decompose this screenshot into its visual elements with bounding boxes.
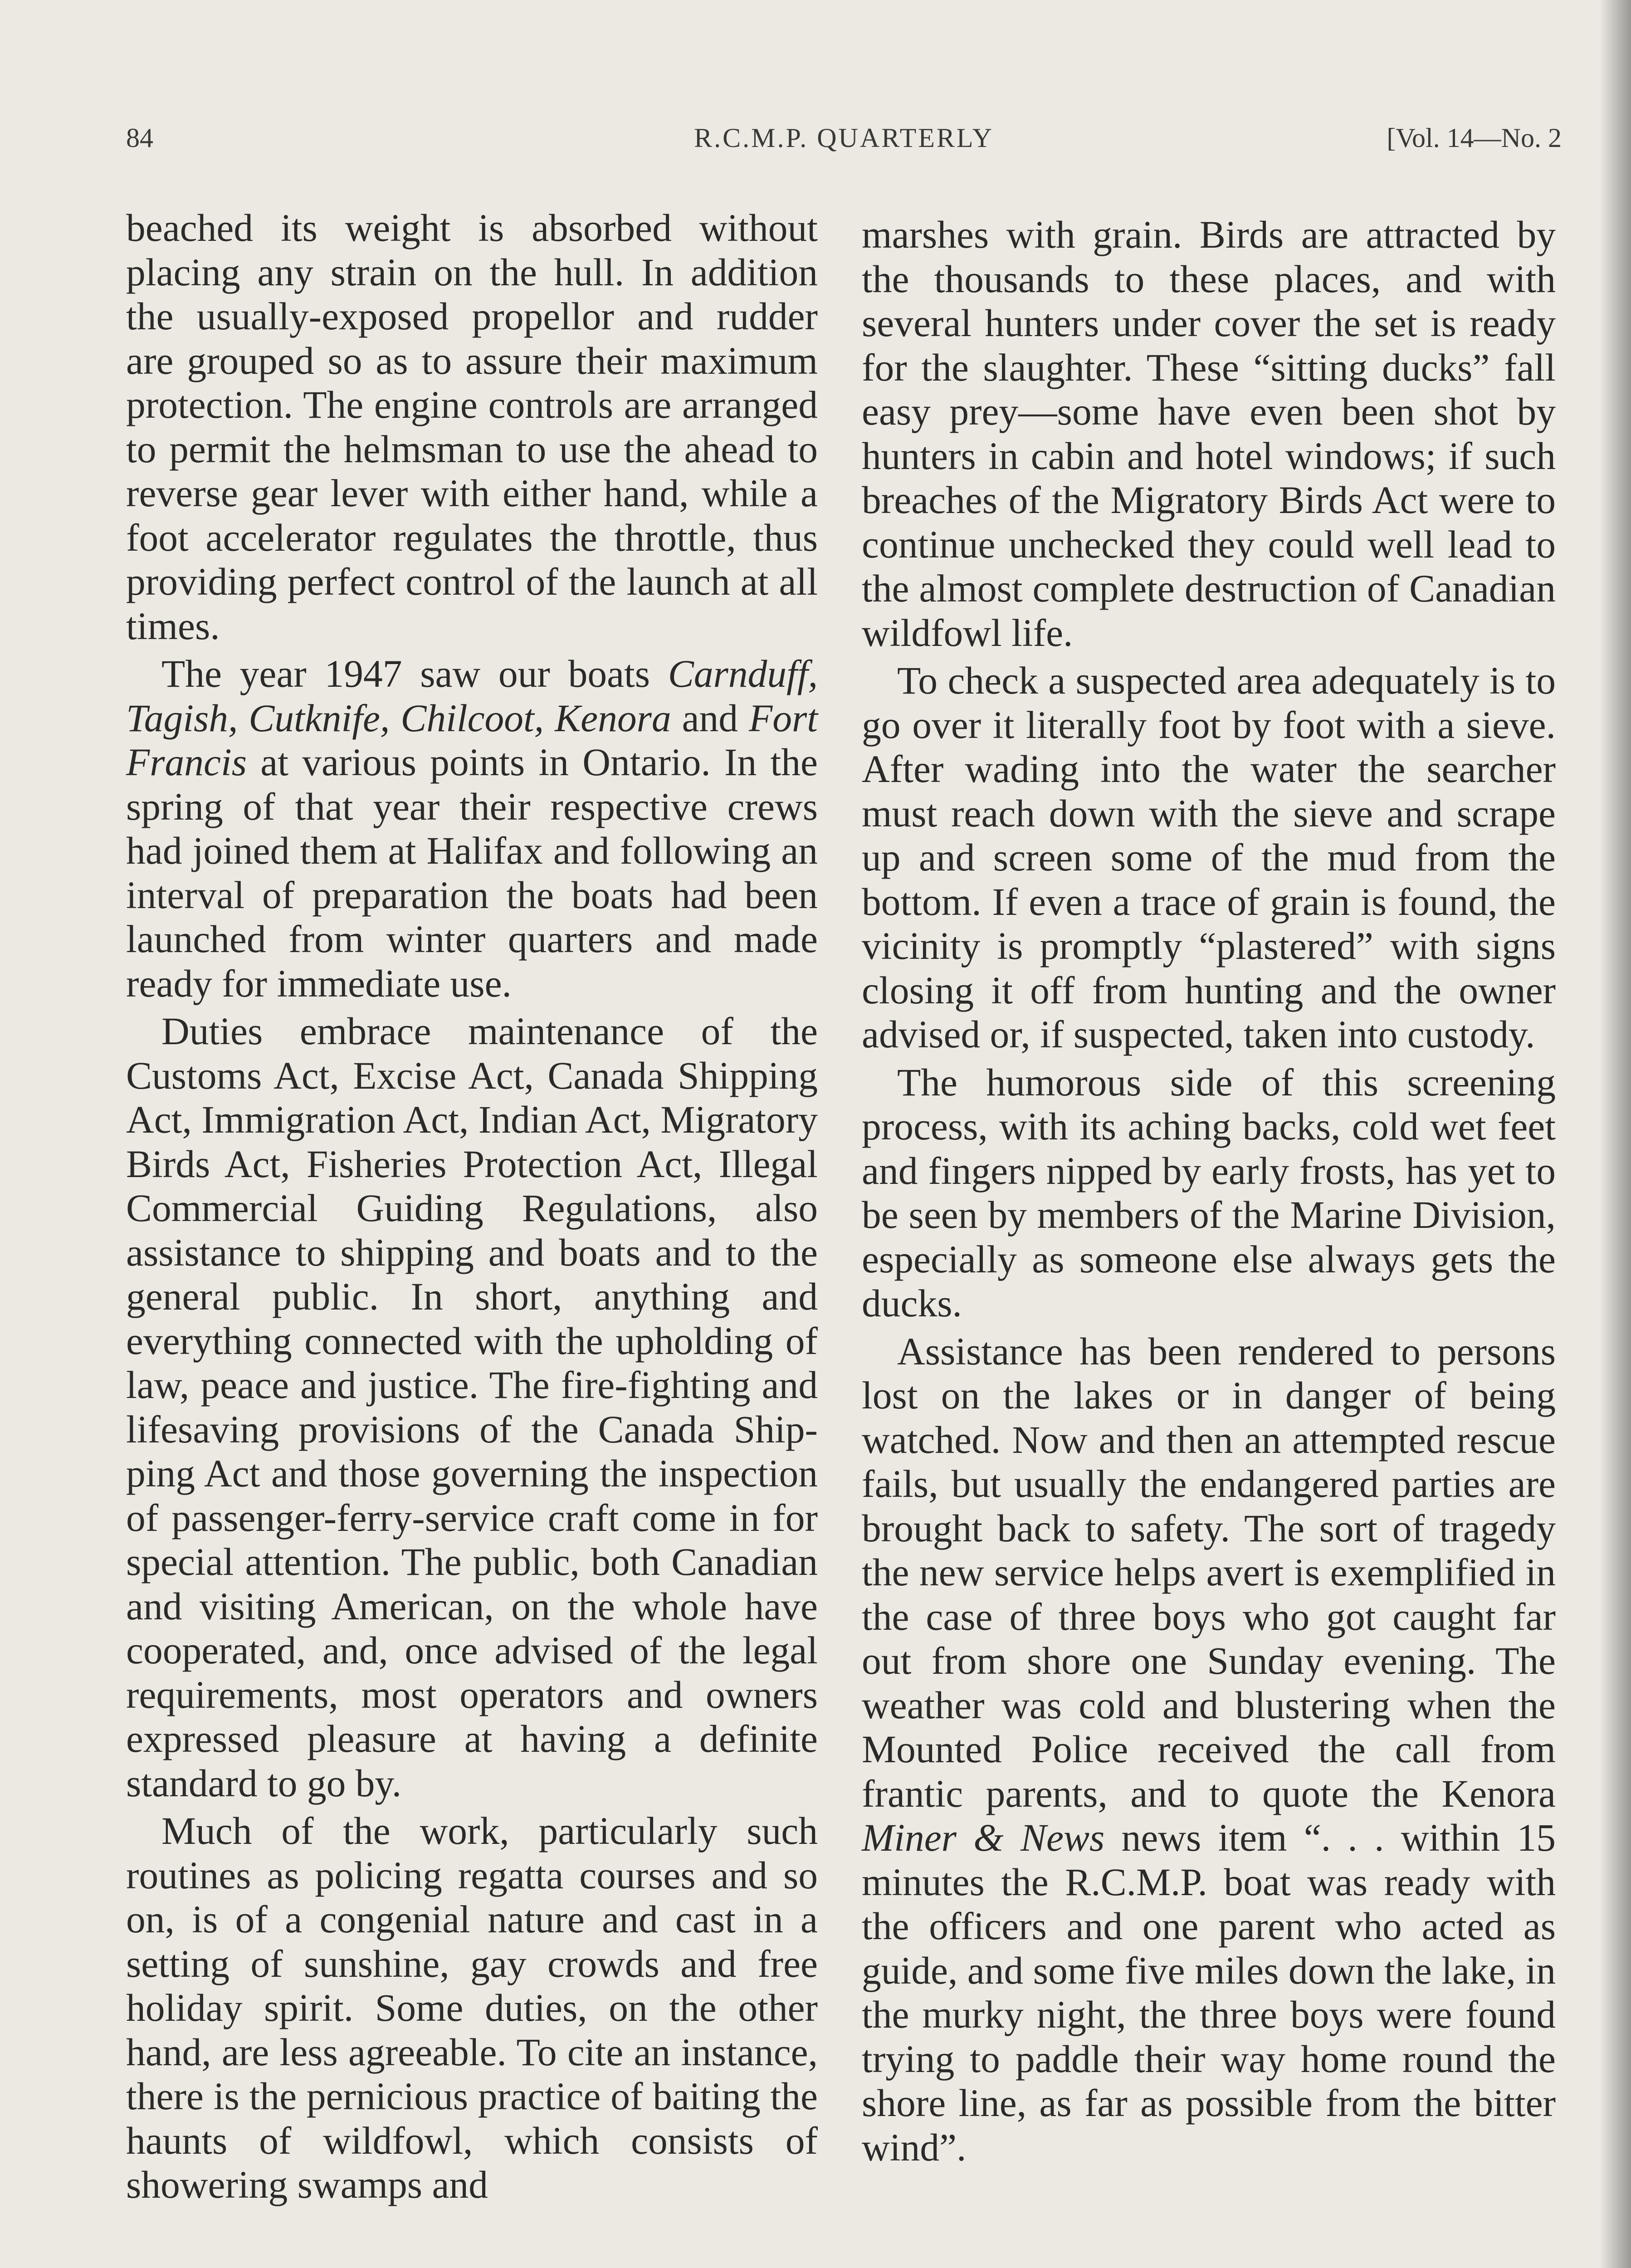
right-paragraph-2: To check a suspected area adequately is to go over it literally foot by foot with a sieve. After wading into the water the searcher must reach down with the sieve and scrape up and screen some of the mud from the bottom. If even a trace of grain is found, the vicinity is promptly “plastered” with signs closing it off from hunting and the owner advised or, if suspected, taken into custody. bbox=[862, 660, 1556, 1056]
right-paragraph-4-text-c: news item “. . . within 15 minutes the R.C.M.P. boat was ready with the officers and one parent who acted as guide, and some five miles down the lake, in the murky night, the three boys were found trying to paddle their way home round the shore line, as far as possible from the bitter wind”. bbox=[862, 1817, 1556, 2169]
left-paragraph-2-text-a: The year 1947 saw our boats bbox=[161, 653, 668, 695]
newspaper-name-italic: Miner & News bbox=[862, 1817, 1105, 1859]
right-paragraph-4-text-a: Assistance has been rendered to persons lost on the lakes or in danger of being watched. Now and then an attempted rescue fails, but usually the endangered parties are brought back to safety. The sort of tragedy the new service helps avert is exemplified in the case of three boys who got caught far out from shore one Sunday evening. The weather was cold and blustering when the Mounted Police received the call from frantic parents, and to quote the Kenora bbox=[862, 1330, 1556, 1815]
volume-issue: [Vol. 14—No. 2 bbox=[1387, 123, 1562, 153]
left-paragraph-2-text-c: and bbox=[671, 697, 749, 740]
right-column bbox=[862, 213, 1556, 2170]
page-number: 84 bbox=[126, 123, 153, 153]
journal-title: R.C.M.P. QUARTERLY bbox=[694, 123, 994, 153]
boat-name-fort-francis: Fort Francis bbox=[126, 697, 818, 784]
running-header bbox=[126, 122, 1562, 159]
right-paragraph-4 bbox=[862, 1330, 1556, 2170]
left-paragraph-1: beached its weight is absorbed without placing any strain on the hull. In addition the usually-exposed propellor and rudder are grouped so as to assure their maximum protection. The engine controls are arranged to permit the helmsman to use the ahead to reverse gear lever with either hand, while a foot accelerator regulates the throttle, thus providing perfect control of the launch at all times. bbox=[126, 207, 818, 648]
left-paragraph-2-text-e: at various points in Ontario. In the spring of that year their respective crews had joined them at Halifax and following an interval of preparation the boats had been launched from winter quarters and made ready for immediate use. bbox=[126, 741, 818, 1005]
left-paragraph-3: Duties embrace maintenance of the Customs Act, Excise Act, Canada Shipping Act, Immigration Act, Indian Act, Migratory Birds Act, Fisheries Protection Act, Illegal Commercial Guiding Regulations, also assistance to shipping and boats and to the general public. In short, anything and everything connected with the upholding of law, peace and justice. The fire-fighting and lifesaving provisions of the Canada Shipping Act and those governing the inspection of passenger-ferry-service craft come in for special attention. The public, both Canadian and visiting American, on the whole have cooperated, and, once advised of the legal requirements, most operators and owners expressed pleasure at having a definite standard to go by. bbox=[126, 1010, 818, 1805]
left-column bbox=[126, 206, 818, 2208]
right-paragraph-1: marshes with grain. Birds are attracted by the thousands to these places, and with several hunters under cover the set is ready for the slaughter. These “sitting ducks” fall easy prey—some have even been shot by hunters in cabin and hotel windows; if such breaches of the Migratory Birds Act were to continue unchecked they could well lead to the almost complete destruction of Canadian wildfowl life. bbox=[862, 214, 1556, 655]
right-paragraph-3: The humorous side of this screening process, with its aching backs, cold wet feet and fingers nipped by early frosts, has yet to be seen by members of the Marine Division, especially as someone else always gets the ducks. bbox=[862, 1061, 1556, 1325]
left-paragraph-2 bbox=[126, 652, 818, 1006]
boat-names-italic: Carnduff, Tagish, Cutknife, Chilcoot, Kenora bbox=[126, 653, 818, 740]
page-edge-shadow bbox=[1599, 0, 1631, 2268]
left-paragraph-4: Much of the work, particularly such routines as policing regatta courses and so on, is of a congenial nature and cast in a setting of sunshine, gay crowds and free holiday spirit. Some duties, on the other hand, are less agreeable. To cite an instance, there is the pernicious practice of baiting the haunts of wildfowl, which consists of showering swamps and bbox=[126, 1810, 818, 2206]
